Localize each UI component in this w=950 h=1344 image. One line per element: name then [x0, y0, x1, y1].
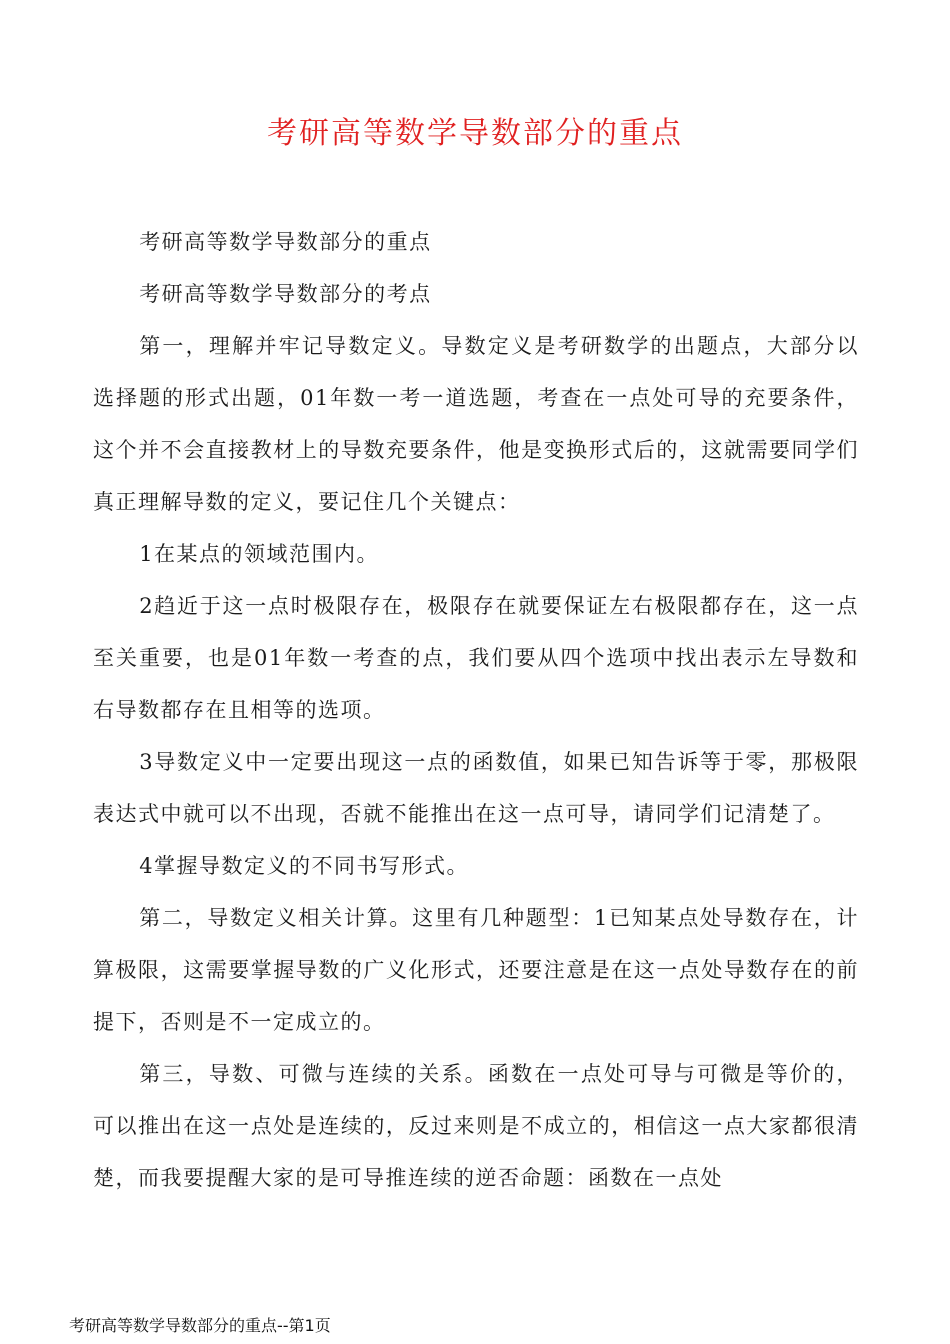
paragraph: 考研高等数学导数部分的重点: [139, 230, 432, 254]
page-footer: 考研高等数学导数部分的重点--第1页: [69, 1316, 331, 1335]
document-title: 考研高等数学导数部分的重点: [267, 116, 683, 151]
paragraph: 4掌握导数定义的不同书写形式。: [139, 854, 470, 878]
paragraph: 考研高等数学导数部分的考点: [139, 282, 432, 306]
paragraph: 第一，理解并牢记导数定义。导数定义是考研数学的出题点，大部分以选择题的形式出题，01年数一考一道选题，考查在一点处可导的充要条件，这个并不会直接教材上的导数充要条件，他是变换形式后的，这就需要同学们真正理解导数的定义，要记住几个关键点：: [93, 334, 859, 514]
paragraph: 第三，导数、可微与连续的关系。函数在一点处可导与可微是等价的，可以推出在这一点处是连续的，反过来则是不成立的，相信这一点大家都很清楚，而我要提醒大家的是可导推连续的逆否命题：函数在一点处: [93, 1062, 859, 1190]
paragraph: 1在某点的领域范围内。: [139, 542, 380, 566]
document-body: [93, 216, 859, 1204]
paragraph: 3导数定义中一定要出现这一点的函数值，如果已知告诉等于零，那极限表达式中就可以不出现，否就不能推出在这一点可导，请同学们记清楚了。: [93, 750, 859, 826]
paragraph: 2趋近于这一点时极限存在，极限存在就要保证左右极限都存在，这一点至关重要，也是01年数一考查的点，我们要从四个选项中找出表示左导数和右导数都存在且相等的选项。: [93, 594, 859, 722]
paragraph: 第二，导数定义相关计算。这里有几种题型：1已知某点处导数存在，计算极限，这需要掌握导数的广义化形式，还要注意是在这一点处导数存在的前提下，否则是不一定成立的。: [93, 906, 859, 1034]
